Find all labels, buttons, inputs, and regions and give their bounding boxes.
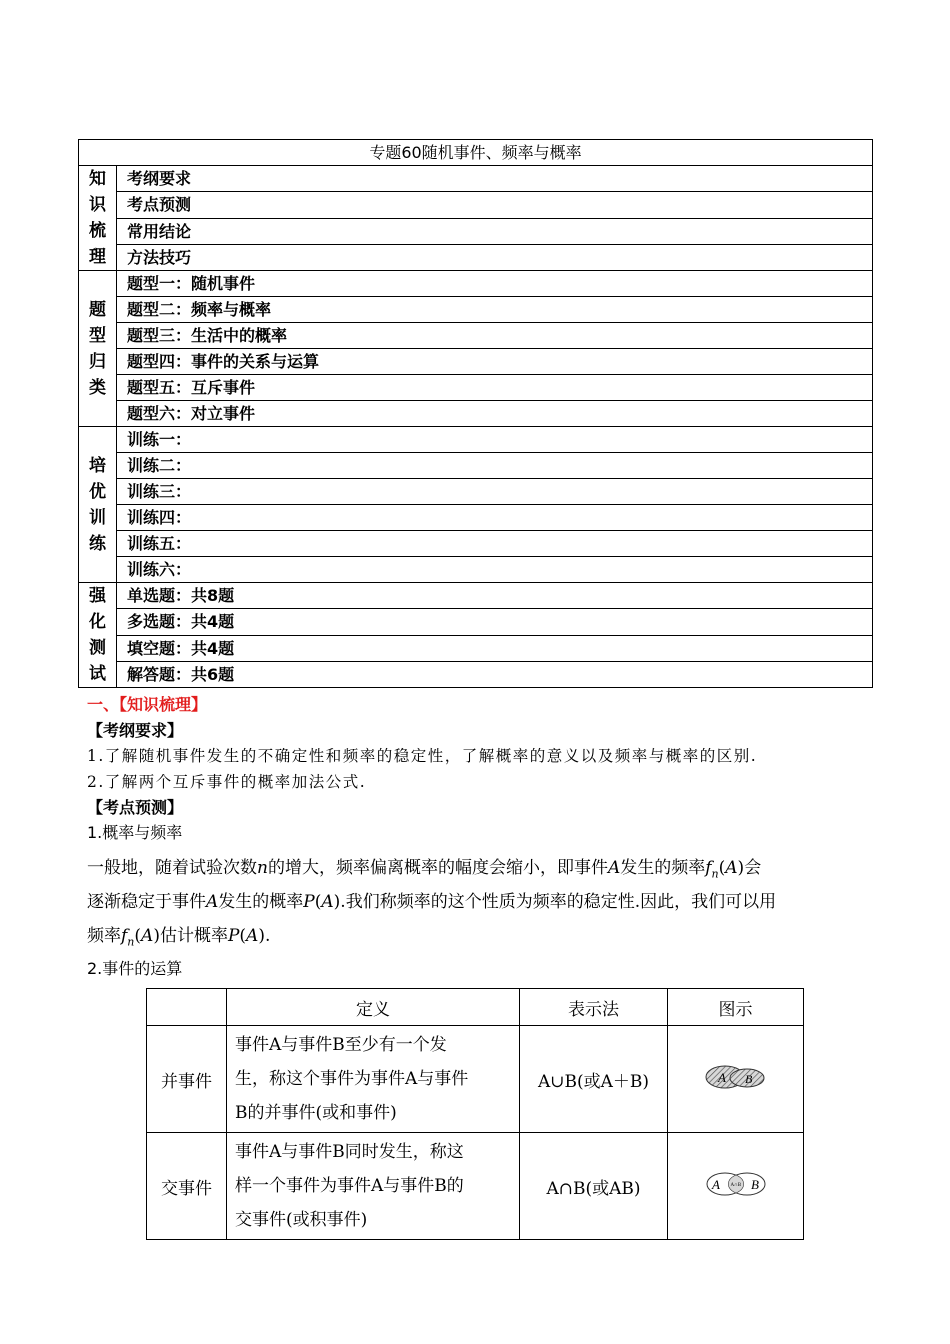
svg-text:B: B (750, 1176, 759, 1192)
category-label-training: 培 优 训 练 (79, 427, 117, 583)
outline-title-row (79, 140, 873, 166)
outline-title: 专题60随机事件、频率与概率 (79, 140, 873, 166)
outline-item[interactable]: 单选题：共8题 (117, 583, 873, 609)
svg-text:A: A (711, 1176, 720, 1192)
svg-text:B: B (744, 1071, 752, 1086)
outline-item[interactable]: 题型五：互斥事件 (117, 375, 873, 401)
outline-item[interactable]: 题型四：事件的关系与运算 (117, 349, 873, 375)
row-name-union: 并事件 (147, 1026, 227, 1133)
paragraph-line-2: 逐渐稳定于事件A发生的概率P(A).我们称频率的这个性质为频率的稳定性.因此，我们可以用 (87, 892, 777, 912)
outline-item[interactable]: 题型三：生活中的概率 (117, 323, 873, 349)
paragraph-line-3: 频率$f_n(A)$估计概率P(A). (87, 926, 271, 949)
outline-item[interactable]: 题型二：频率与概率 (117, 297, 873, 323)
header-cell-definition: 定义 (227, 989, 520, 1026)
definition-intersection: 事件A与事件B同时发生，称这 样一个事件为事件A与事件B的 交事件(或积事件) (227, 1133, 520, 1240)
outline-item[interactable]: 训练二： (117, 453, 873, 479)
notation-union: A∪B(或A＋B) (520, 1026, 668, 1133)
outline-item[interactable]: 题型一：随机事件 (117, 271, 873, 297)
requirements-heading: 【考纲要求】 (87, 721, 184, 740)
prediction-heading: 【考点预测】 (87, 798, 184, 817)
diagram-intersection (668, 1133, 804, 1240)
definition-union: 事件A与事件B至少有一个发 生，称这个事件为事件A与事件 B的并事件(或和事件) (227, 1026, 520, 1133)
outline-table (78, 139, 873, 688)
outline-item[interactable]: 方法技巧 (117, 244, 873, 270)
category-label-knowledge: 知 识 梳 理 (79, 166, 117, 271)
outline-item[interactable]: 考点预测 (117, 192, 873, 218)
outline-item[interactable]: 常用结论 (117, 218, 873, 244)
subheading-probability-frequency: 1.概率与频率 (87, 823, 183, 842)
row-name-intersection: 交事件 (147, 1133, 227, 1240)
table-row-union (147, 1026, 804, 1133)
header-cell-notation: 表示法 (520, 989, 668, 1026)
outline-item[interactable]: 题型六：对立事件 (117, 401, 873, 427)
venn-intersection-icon (701, 1169, 771, 1199)
diagram-union (668, 1026, 804, 1133)
outline-item[interactable]: 解答题：共6题 (117, 661, 873, 687)
venn-union-icon (701, 1062, 771, 1092)
outline-item[interactable]: 训练六： (117, 557, 873, 583)
outline-item[interactable]: 考纲要求 (117, 166, 873, 192)
svg-text:A∩B: A∩B (730, 1182, 741, 1188)
outline-item[interactable]: 训练四： (117, 505, 873, 531)
svg-text:A: A (717, 1069, 726, 1085)
table-header-row (147, 989, 804, 1026)
notation-intersection: A∩B(或AB) (520, 1133, 668, 1240)
table-row-intersection (147, 1133, 804, 1240)
subheading-event-operations: 2.事件的运算 (87, 959, 183, 978)
paragraph-line-1: 一般地，随着试验次数n的增大，频率偏离概率的幅度会缩小，即事件A发生的频率$f_n(A)$会 (87, 858, 762, 881)
event-operations-table (146, 988, 804, 1240)
outline-item[interactable]: 填空题：共4题 (117, 635, 873, 661)
header-cell-diagram: 图示 (668, 989, 804, 1026)
outline-item[interactable]: 多选题：共4题 (117, 609, 873, 635)
requirement-line-1: 1.了解随机事件发生的不确定性和频率的稳定性，了解概率的意义以及频率与概率的区别. (87, 747, 758, 765)
section-heading: 一、【知识梳理】 (87, 695, 208, 714)
outline-item[interactable]: 训练三： (117, 479, 873, 505)
outline-item[interactable]: 训练一： (117, 427, 873, 453)
requirement-line-2: 2.了解两个互斥事件的概率加法公式. (87, 773, 367, 791)
outline-item[interactable]: 训练五： (117, 531, 873, 557)
category-label-tests: 强 化 测 试 (79, 583, 117, 688)
category-label-question-types: 题 型 归 类 (79, 271, 117, 427)
header-cell-empty (147, 989, 227, 1026)
